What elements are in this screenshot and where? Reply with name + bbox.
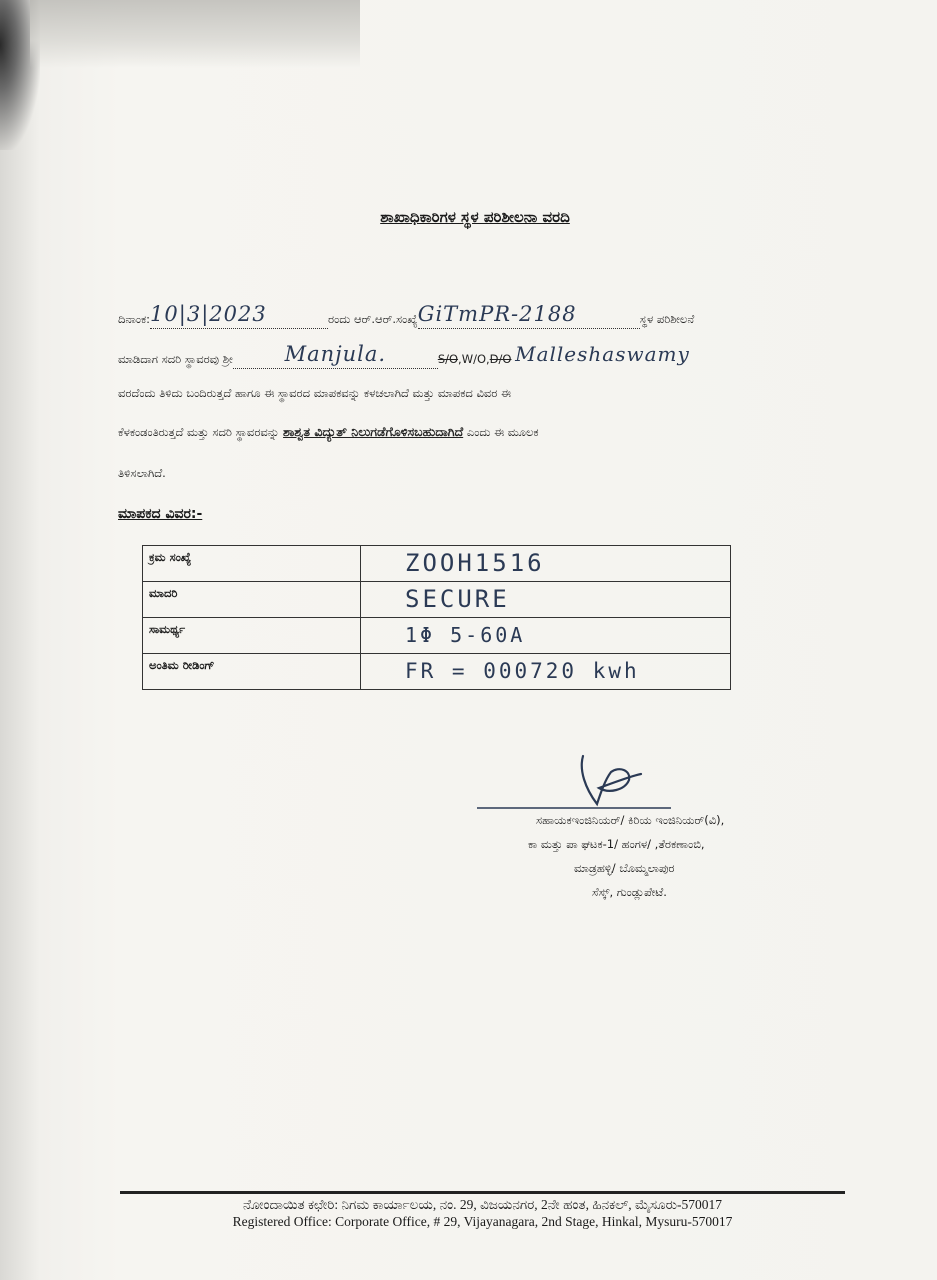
signatory-unit: ಕಾ ಮತ್ತು ಪಾ ಘಟಕ-1/ ಹಂಗಳ/ ,ತೆರಕಣಾಂಬಿ,: [528, 837, 705, 851]
footer-kannada-address: ನೋಂದಾಯಿತ ಕಛೇರಿ: ನಿಗಮ ಕಾರ್ಯಾಲಯ, ನಂ. 29, ವಿಜಯನಗರ, 2ನೇ ಹಂತ, ಹಿನಕಲ್, ಮೈಸೂರು-570017: [242, 1197, 723, 1212]
para-line-1-end: ಸ್ಥಳ ಪರಿಶೀಲನೆ: [639, 312, 695, 326]
para-line-1: [118, 304, 694, 329]
meter-details-heading: ಮಾಪಕದ ವಿವರ:-: [118, 506, 203, 522]
relative-name: Malleshaswamy: [515, 342, 690, 366]
signature: [475, 752, 675, 814]
relation-wo: ,W/O,: [458, 352, 490, 366]
table-row: [143, 582, 731, 618]
meter-final-reading-value: FR = 000720 kwh: [361, 654, 731, 690]
meter-make-value: SECURE: [361, 582, 731, 618]
footer-english-address: Registered Office: Corporate Office, # 29, Vijayanagara, 2nd Stage, Hinkal, Mysuru-570017: [232, 1214, 733, 1229]
para-line-2-start: ಮಾಡಿದಾಗ ಸದರಿ ಸ್ಥಾವರವು ಶ್ರೀ: [118, 352, 233, 366]
para-line-4: [118, 424, 539, 440]
disconnection-statement: ಶಾಶ್ವತ ವಿದ್ಯುತ್ ನಿಲುಗಡೆಗೊಳಿಸಬಹುದಾಗಿದೆ: [283, 424, 464, 439]
para-line-3: ವರದೆಂದು ತಿಳಿದು ಬಂದಿರುತ್ತದೆ ಹಾಗೂ ಈ ಸ್ಥಾವರದ ಮಾಪಕವನ್ನು ಕಳಚಲಾಗಿದೆ ಮತ್ತು ಮಾಪಕದ ವಿವರ ಈ: [118, 386, 511, 400]
signatory-block: [500, 808, 724, 904]
relation-struck-do: D/O: [489, 352, 512, 366]
date-label: ದಿನಾಂಕ:: [118, 312, 151, 326]
para-line-2: [118, 344, 690, 369]
para-line-4-start: ಕೆಳಕಂಡಂತಿರುತ್ತದೆ ಮತ್ತು ಸದರಿ ಸ್ಥಾವರವನ್ನು: [118, 425, 280, 439]
date-value: 10|3|2023: [150, 302, 267, 326]
row-label-make: ಮಾದರಿ: [143, 582, 361, 618]
meter-serial-value: ZOOH1516: [361, 546, 731, 582]
row-label-serial: ಕ್ರಮ ಸಂಖ್ಯೆ: [143, 546, 361, 582]
signatory-section: ಮಾಡ್ರಹಳ್ಳಿ/ ಬೊಮ್ಮಲಾಪುರ: [574, 861, 675, 875]
para-line-5: ತಿಳಿಸಲಾಗಿದೆ.: [118, 466, 166, 480]
para-line-4-end: ಎಂದು ಈ ಮೂಲಕ: [466, 425, 539, 439]
row-label-capacity: ಸಾಮರ್ಥ್ಯ: [143, 618, 361, 654]
table-row: [143, 546, 731, 582]
rr-number: GiTmPR-2188: [417, 302, 577, 326]
scan-smudge: [30, 0, 360, 68]
row-label-final-reading: ಅಂತಿಮ ರೀಡಿಂಗ್: [143, 654, 361, 690]
table-row: [143, 618, 731, 654]
meter-capacity-value: 1Φ 5-60A: [361, 618, 731, 654]
report-title: ಶಾಖಾಧಿಕಾರಿಗಳ ಸ್ಥಳ ಪರಿಶೀಲನಾ ವರದಿ: [380, 208, 570, 226]
footer-divider: [120, 1191, 845, 1194]
meter-details-table: [142, 545, 731, 690]
signatory-office: ಸೆಸ್ಕ್, ಗುಂಡ್ಲುಪೇಟೆ.: [592, 885, 667, 899]
signatory-designation: ಸಹಾಯಕಇಂಜಿನಿಯರ್/ ಕಿರಿಯ ಇಂಜಿನಿಯರ್(ವಿ),: [536, 813, 725, 827]
footer: [120, 1196, 845, 1230]
consumer-name: Manjula.: [284, 342, 387, 366]
relation-struck-so: S/O: [437, 352, 459, 366]
table-row: [143, 654, 731, 690]
rr-label: ರಂದು ಆರ್.ಆರ್.ಸಂಖ್ಯೆ: [328, 312, 418, 326]
